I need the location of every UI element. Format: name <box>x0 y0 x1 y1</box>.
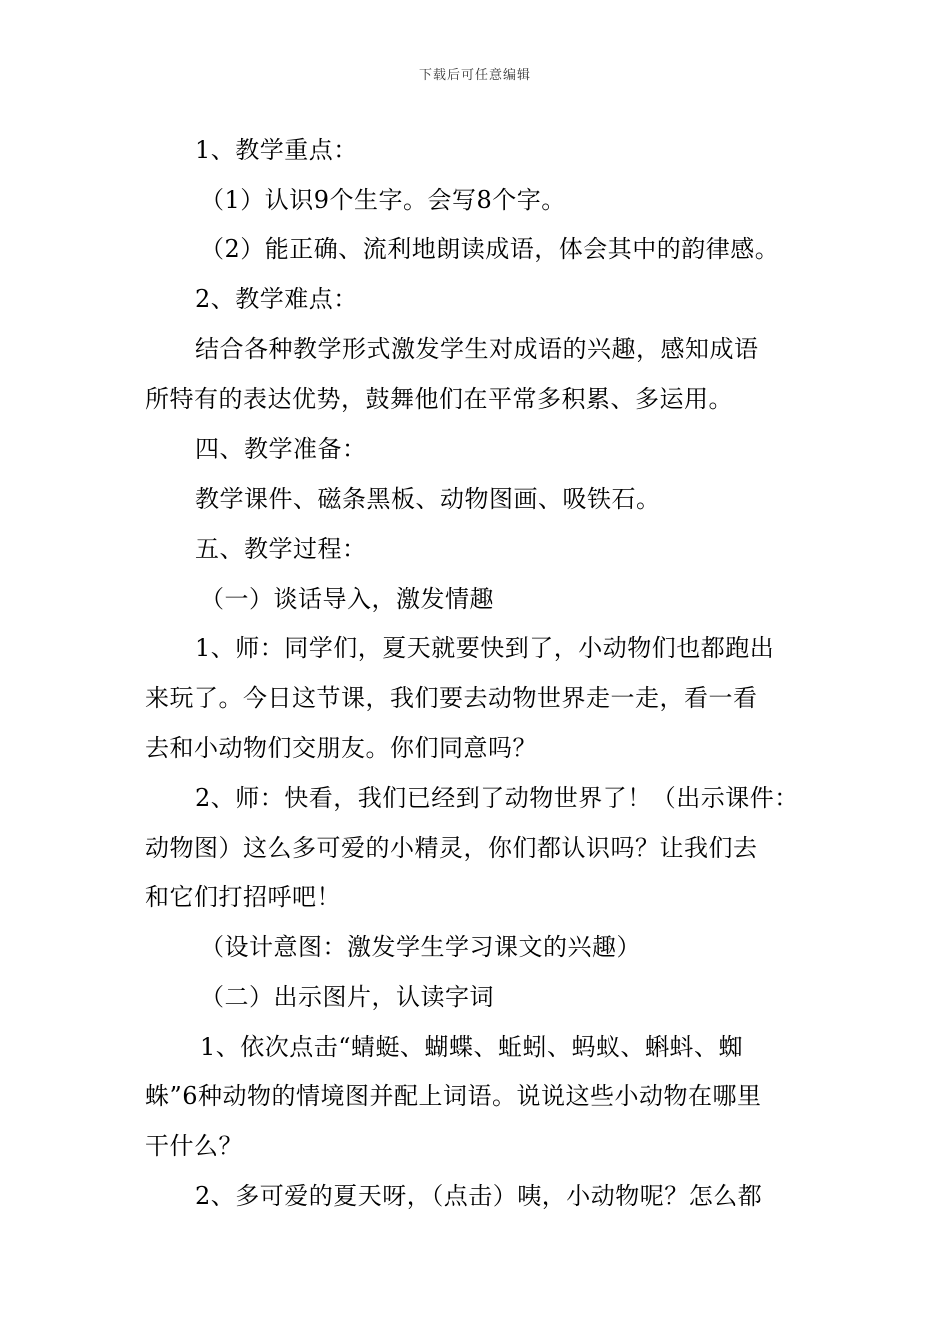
text-line-2: （1）认识9个生字。会写8个字。 <box>200 186 566 214</box>
text-line-5: 结合各种教学形式激发学生对成语的兴趣，感知成语 <box>195 335 759 363</box>
text-line-1: 1、教学重点： <box>195 136 358 164</box>
text-line-20: 蛛”6种动物的情境图并配上词语。说说这些小动物在哪里 <box>145 1082 762 1110</box>
text-line-17: （设计意图：激发学生学习课文的兴趣） <box>200 933 641 961</box>
text-line-21: 干什么？ <box>145 1132 243 1160</box>
text-line-14: 2、师：快看，我们已经到了动物世界了！（出示课件： <box>195 784 799 812</box>
text-line-7: 四、教学准备： <box>195 435 367 463</box>
text-line-8: 教学课件、磁条黑板、动物图画、吸铁石。 <box>195 485 661 513</box>
text-line-6: 所特有的表达优势，鼓舞他们在平常多积累、多运用。 <box>145 385 733 413</box>
text-line-15: 动物图）这么多可爱的小精灵，你们都认识吗？让我们去 <box>145 834 758 862</box>
text-line-22: 2、多可爱的夏天呀，（点击）咦，小动物呢？怎么都 <box>195 1182 763 1210</box>
text-line-10: （一）谈话导入，激发情趣 <box>200 585 494 613</box>
text-line-9: 五、教学过程： <box>195 535 367 563</box>
text-line-11: 1、师：同学们，夏天就要快到了，小动物们也都跑出 <box>195 634 775 662</box>
text-line-12: 来玩了。今日这节课，我们要去动物世界走一走，看一看 <box>145 684 758 712</box>
text-line-4: 2、教学难点： <box>195 285 358 313</box>
text-line-3: （2）能正确、流利地朗读成语，体会其中的韵律感。 <box>200 235 780 263</box>
text-line-18: （二）出示图片，认读字词 <box>200 983 494 1011</box>
text-line-13: 去和小动物们交朋友。你们同意吗？ <box>145 734 537 762</box>
text-line-19: 1、依次点击“蜻蜓、蝴蝶、蚯蚓、蚂蚁、蝌蚪、蜘 <box>200 1033 744 1061</box>
page-header: 下载后可任意编辑 <box>418 68 531 83</box>
text-line-16: 和它们打招呼吧！ <box>145 883 341 911</box>
